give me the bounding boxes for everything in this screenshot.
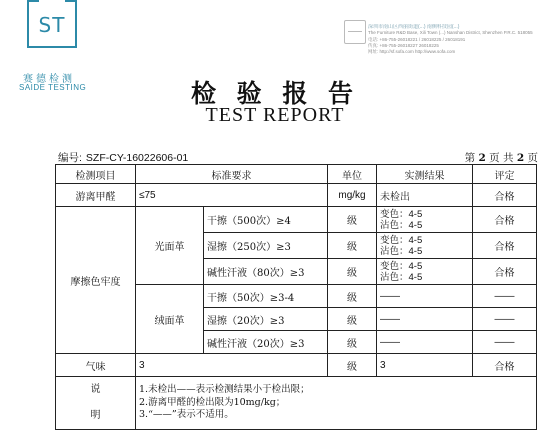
header-info-line: The Furniture R&D Base, Xili Town (...) Nanshan District, Shenzhen P.R.C. 518055 (368, 30, 533, 36)
result-line: 沾色：4-5 (380, 219, 423, 231)
item-cell: 游离甲醛 (56, 184, 136, 207)
unit-cell: mg/kg (328, 184, 377, 207)
leather-type-cell: 光面革 (136, 207, 204, 285)
result-line: 沾色：4-5 (380, 245, 423, 257)
table-row (56, 184, 537, 207)
note-line: 2.游离甲醛的检出限为10mg/kg； (139, 396, 286, 408)
unit-cell: 级 (328, 233, 377, 259)
requirement-cell: 湿擦（20次）≥3 (204, 308, 328, 331)
unit-cell: 级 (328, 331, 377, 354)
leather-type-cell: 绒面革 (136, 285, 204, 354)
rating-cell: 合格 (473, 354, 537, 377)
qr-frame-icon (344, 20, 366, 44)
header-rating: 评定 (473, 165, 537, 184)
result-cell: —— (377, 308, 473, 331)
unit-cell: 级 (328, 259, 377, 285)
notes-label-char: 明 (90, 410, 101, 421)
page-total: 2 (516, 152, 525, 164)
requirement-cell: 干擦（50次）≥3-4 (204, 285, 328, 308)
result-cell: 3 (377, 354, 473, 377)
table-row (56, 207, 537, 233)
rating-cell: 合格 (473, 233, 537, 259)
header-contact-info (368, 24, 548, 55)
header-requirement: 标准要求 (136, 165, 328, 184)
unit-cell: 级 (328, 354, 377, 377)
logo-mark: ST (38, 13, 66, 37)
rating-cell: —— (473, 308, 537, 331)
page-prefix: 第 (464, 152, 476, 164)
header-item: 检测项目 (56, 165, 136, 184)
result-cell: —— (377, 285, 473, 308)
requirement-cell: 碱性汗液（20次）≥3 (204, 331, 328, 354)
requirement-cell: 湿擦（250次）≥3 (204, 233, 328, 259)
page-middle: 页 共 (489, 152, 514, 164)
result-cell (377, 207, 473, 233)
result-line: 变色：4-5 (380, 234, 423, 246)
company-logo (27, 0, 77, 48)
page-indicator (465, 150, 538, 165)
result-line: 沾色：4-5 (380, 271, 423, 283)
item-cell: 摩擦色牢度 (56, 207, 136, 354)
result-line: 变色：4-5 (380, 208, 423, 220)
header-info-line: 网址: http://sf.sofa.com http://www.sofa.com (368, 49, 456, 55)
rating-cell: 合格 (473, 207, 537, 233)
report-number-label: 编号: (58, 152, 82, 164)
rating-cell: —— (473, 331, 537, 354)
result-cell: —— (377, 331, 473, 354)
header-info-line: 传真: +86-755-26018227 26018225 (368, 42, 439, 48)
rating-cell: —— (473, 285, 537, 308)
table-header-row (56, 165, 537, 184)
requirement-cell: ≤75 (136, 184, 328, 207)
notes-label (56, 377, 136, 430)
result-cell (377, 233, 473, 259)
unit-cell: 级 (328, 207, 377, 233)
note-line: 1.未检出——表示检测结果小于检出限； (139, 384, 310, 396)
header-unit: 单位 (328, 165, 377, 184)
report-title-cn: 检 验 报 告 (190, 79, 360, 108)
unit-cell: 级 (328, 285, 377, 308)
page-current: 2 (478, 152, 486, 164)
table-row (56, 354, 537, 377)
result-line: 变色：4-5 (380, 260, 423, 272)
rating-cell: 合格 (473, 259, 537, 285)
requirement-cell: 3 (136, 354, 328, 377)
logo-name-cn: 赛德检测 (23, 74, 75, 85)
notes-row (56, 377, 537, 430)
unit-cell: 级 (328, 308, 377, 331)
header-info-line: 电话: +86-755-26018221 / 26018225 / 26018191 (368, 36, 466, 42)
logo-name-en: SAIDE TESTING (19, 83, 87, 92)
rating-cell: 合格 (473, 184, 537, 207)
notes-content (136, 377, 537, 430)
report-table (55, 164, 537, 430)
header-result: 实测结果 (377, 165, 473, 184)
requirement-cell: 干擦（500次）≥4 (204, 207, 328, 233)
header-info-line: 深圳市南山区西丽街道(...) 南侧科技园(...) (368, 24, 460, 30)
requirement-cell: 碱性汗液（80次）≥3 (204, 259, 328, 285)
report-number (58, 150, 188, 165)
note-line: 3.“——”表示不适用。 (139, 409, 234, 421)
page-suffix: 页 (527, 152, 538, 164)
item-cell: 气味 (56, 354, 136, 377)
result-cell (377, 259, 473, 285)
report-title-en: TEST REPORT (205, 104, 345, 126)
result-cell: 未检出 (377, 184, 473, 207)
report-number-value: SZF-CY-16022606-01 (85, 152, 189, 164)
notes-label-char: 说 (90, 384, 101, 395)
